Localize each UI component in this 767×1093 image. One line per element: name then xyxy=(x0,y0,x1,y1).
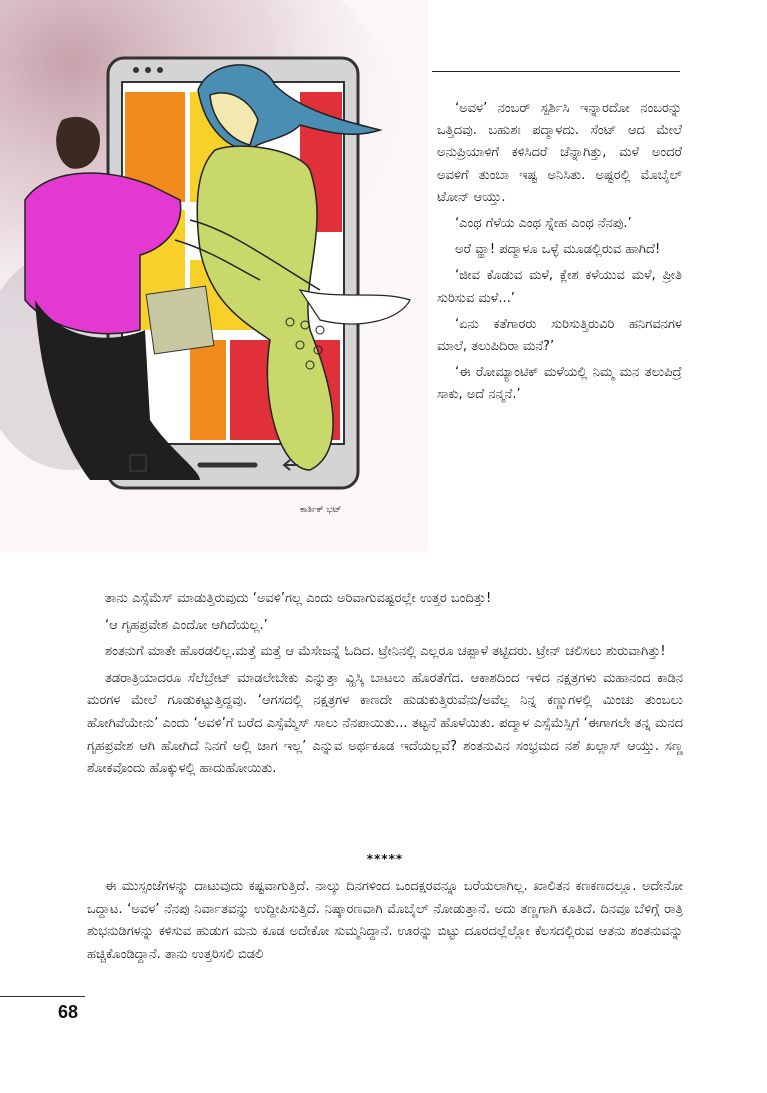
full-width-text-2 xyxy=(87,876,683,970)
paragraph: ‘ಈ ರೋಮ್ಯಾಂಟಿಕ್ ಮಳೆಯಲ್ಲಿ ನಿಮ್ಮ ಮನ ತಲುಪಿದ್ರೆ ಸಾಕು, ಅದೆ ನನ್ಮನೆ.’ xyxy=(437,365,682,403)
right-column-text xyxy=(437,98,682,411)
paragraph: ತಡರಾತ್ರಿಯಾದರೂ ಸೆಲೆಬ್ರೇಟ್ ಮಾಡಲೇಬೇಕು ಎನ್ನುತ್ತಾ ವ್ಹಿಸ್ಕಿ ಬಾಟಲು ಹೊರತೆಗೆದ. ಆಕಾಶದಿಂದ ಇಳಿದ ನಕ್ಷತ್ರಗಳು ಮಹಾನಂದ ಕಾಡಿನ ಮರಗಳ ಮೇಲೆ ಗೂಡುಕಟ್ಟುತ್ತಿದ್ದವು. ‘ಆಗಸದಲ್ಲಿ ನಕ್ಷತ್ರಗಳ ಕಾಣದೇ ಹುಡುಕುತ್ತಿರುವೆನು/ಅವೆಲ್ಲ ನಿನ್ನ ಕಣ್ಣುಗಳಲ್ಲಿ ಮಿಂಚು ತುಂಬಲು ಹೋಗಿವೆಯೇನು’ ಎಂದು ‘ಅವಳಿ’ಗೆ ಬರೆದ ಎಸ್ಸೆಮ್ಮೆಸ್ ಸಾಲು ನೆನಪಾಯಿತು... ತಟ್ಟನೆ ಹೊಳೆಯಿತು. ಪದ್ಮಾಳ ಎಸ್ಸೆಮೆಸ್ಸಿಗೆ ‘ಈಗಾಗಲೇ ತನ್ನ ಮನದ ಗೃಹಪ್ರವೇಶ ಆಗಿ ಹೋಗಿದೆ ನಿನಗೆ ಅಲ್ಲಿ ಜಾಗ ಇಲ್ಲ’ ಎನ್ನುವ ಅರ್ಥಕೂಡ ಇದೆಯಲ್ಲವೆ? ಶಂತನುವಿನ ಸಂಭ್ರಮದ ನಶೆ ಖಲ್ಲಾಸ್ ಆಯ್ತು. ಸಣ್ಣ ಶೋಕವೊಂದು ಹೊಕ್ಕುಳಲ್ಲಿ ಹಾದುಹೋಯಿತು. xyxy=(87,670,683,777)
footer-rule xyxy=(0,996,85,997)
page-number: 68 xyxy=(58,1002,79,1022)
paragraph: ಈ ಮುಸ್ಸಂಜೆಗಳನ್ನು ದಾಟುವುದು ಕಷ್ಟವಾಗುತ್ತಿದೆ. ನಾಲ್ಕು ದಿನಗಳಿಂದ ಒಂದಕ್ಷರವನ್ನೂ ಬರೆಯಲಾಗಿಲ್ಲ. ಖಾಲಿತನ ಕಣಕಣದಲ್ಲೂ. ಅದೇನೋ ಒದ್ದಾಟ. ‘ಅವಳ’ ನೆನಪು ನಿರ್ವಾತವನ್ನು ಉದ್ದೀಪಿಸುತ್ತಿದೆ. ನಿಷ್ಕಾರಣವಾಗಿ ಮೊಬೈಲ್ ನೋಡುತ್ತಾನೆ. ಅದು ತಣ್ಣಗಾಗಿ ಕೂತಿದೆ. ದಿನವೂ ಬೆಳಿಗ್ಗೆ ರಾತ್ರಿ ಶುಭನುಡಿಗಳನ್ನು ಕಳಿಸುವ ಹುಡುಗ ಮನು ಕೂಡ ಅದೇಕೋ ಸುಮ್ಮನಿದ್ದಾನೆ. ಊರನ್ನು ಬಿಟ್ಟು ದೂರದಲ್ಲೆಲ್ಲೋ ಕೆಲಸದಲ್ಲಿರುವ ಆತನು ಶಂತನುವನ್ನು ಹಚ್ಚಿಕೊಂಡಿದ್ದಾನೆ. ತಾನು ಉತ್ತರಿಸಲಿ ಬಿಡಲಿ xyxy=(87,879,683,962)
story-illustration xyxy=(0,0,428,552)
paragraph: ‘ಏನು ಕತೆಗಾರರು ಸುರಿಸುತ್ತಿರುವಿರಿ ಹನಿಗವನಗಳ ಮಾಲೆ, ತಲುಪಿದಿರಾ ಮನೆ?’ xyxy=(437,316,682,355)
paragraph: ‘ಆ ಗೃಹಪ್ರವೇಶ ಎಂದೋ ಆಗಿದೆಯಲ್ಲ.’ xyxy=(105,617,268,633)
full-width-text-1 xyxy=(87,588,683,785)
paragraph: ಅರೆ ವ್ಹಾ! ಪದ್ಮಾಳೂ ಒಳ್ಳೆ ಮೂಡಲ್ಲಿರುವ ಹಾಗಿದೆ! xyxy=(455,242,661,258)
paragraph: ತಾನು ಎಸ್ಸೆಮೆಸ್ ಮಾಡುತ್ತಿರುವುದು ‘ಅವಳಿ’ಗಲ್ಲ ಎಂದು ಅರಿವಾಗುವಷ್ಟರಲ್ಲೇ ಉತ್ತರ ಬಂದಿತ್ತು! xyxy=(105,591,492,606)
paragraph: ‘ಅವಳ’ ನಂಬರ್ ಸ್ಪರ್ಶಿಸಿ ಇನ್ನಾರದೋ ನಂಬರನ್ನು ಒತ್ತಿದವು. ಬಹುಶಃ ಪದ್ಮಾಳದು. ಸೆಂಟ್ ಆದ ಮೇಲೆ ಅನುಪ್ರಿಯಾಳಿಗೆ ಕಳಿಸಿದರೆ ಚೆನ್ನಾಗಿತ್ತು, ಮಳೆ ಅಂದರೆ ಅವಳಿಗೆ ತುಂಬಾ ಇಷ್ಟ ಅನಿಸಿತು. ಅಷ್ಟರಲ್ಲಿ ಮೊಬೈಲ್ ಟೋನ್ ಆಯ್ತು. xyxy=(437,101,682,205)
paragraph: ‘ಎಂಥ ಗೆಳೆಯ ಎಂಥ ಸ್ನೇಹ ಎಂಥ ನೆನಪು.’ xyxy=(455,216,632,232)
column-rule xyxy=(432,71,680,72)
paragraph: ಶಂತನುಗೆ ಮಾತೇ ಹೊರಡಲಿಲ್ಲ.ಮತ್ತೆ ಮತ್ತೆ ಆ ಮೆಸೇಜನ್ನೆ ಓದಿದ. ಟ್ರೇನಿನಲ್ಲಿ ಎಲ್ಲರೂ ಚಪ್ಪಾಳೆ ತಟ್ಟಿದರು. ಟ್ರೇನ್ ಚಲಿಸಲು ಶುರುವಾಗಿತ್ತು! xyxy=(105,644,666,660)
artist-signature: ಕಾರ್ತಿಕ್ ಭಟ್ xyxy=(300,505,342,515)
phone-couple-illustration xyxy=(0,0,428,552)
section-separator: ***** xyxy=(366,852,404,866)
paragraph: ‘ಜೀವ ಕೊಡುವ ಮಳೆ, ಕ್ಲೇಶ ಕಳೆಯುವ ಮಳೆ, ಪ್ರೀತಿ ಸುರಿಸುವ ಮಳೆ...’ xyxy=(437,268,682,306)
